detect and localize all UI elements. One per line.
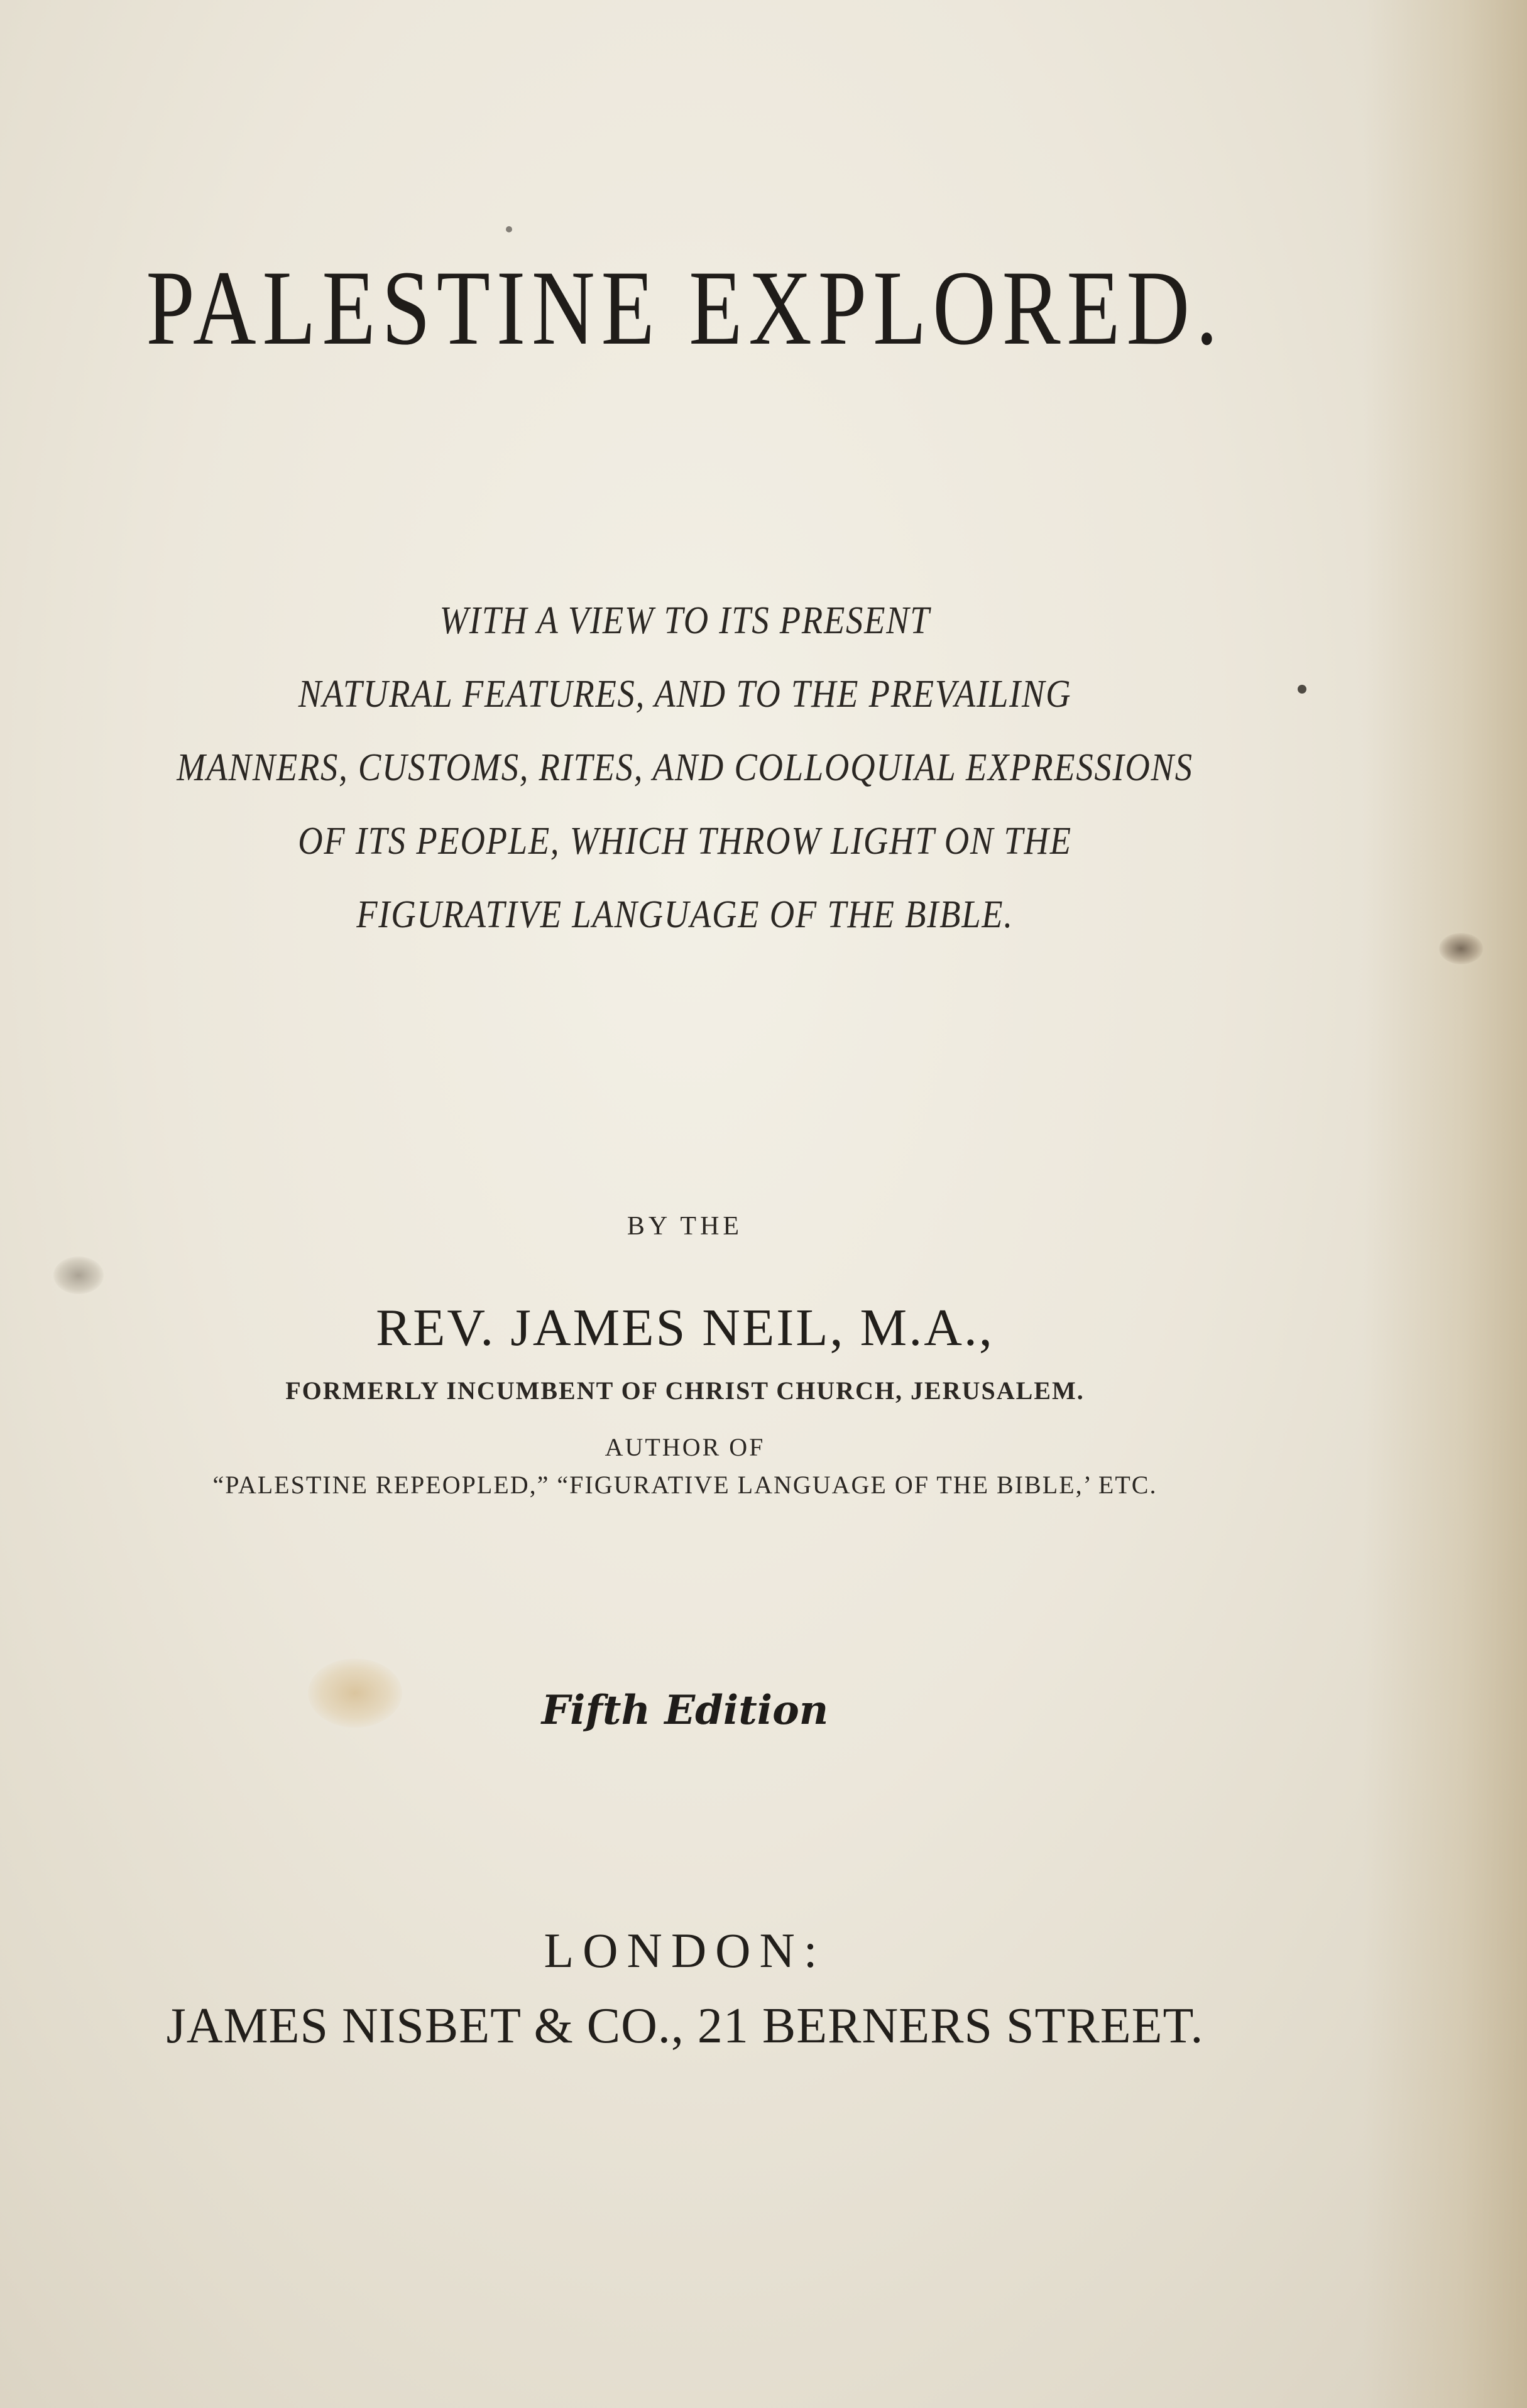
by-line: BY THE bbox=[627, 1212, 743, 1241]
book-subtitle bbox=[0, 584, 1370, 952]
ink-speck bbox=[506, 226, 512, 232]
foxing-stain bbox=[53, 1256, 104, 1294]
subtitle-line: OF ITS PEOPLE, WHICH THROW LIGHT ON THE bbox=[298, 820, 1072, 863]
foxing-stain bbox=[1439, 933, 1483, 964]
publisher: JAMES NISBET & CO., 21 BERNERS STREET. bbox=[166, 1998, 1204, 2054]
page-edge-aging bbox=[1364, 0, 1527, 2408]
author-name: REV. JAMES NEIL, M.A., bbox=[376, 1299, 994, 1357]
publication-place: LONDON: bbox=[544, 1923, 826, 1978]
author-position: FORMERLY INCUMBENT OF CHRIST CHURCH, JERUSALEM. bbox=[285, 1376, 1085, 1405]
subtitle-line: WITH A VIEW TO ITS PRESENT bbox=[439, 599, 931, 642]
book-title: PALESTINE EXPLORED. bbox=[146, 249, 1224, 367]
subtitle-line: NATURAL FEATURES, AND TO THE PREVAILING bbox=[298, 673, 1072, 716]
author-of-label: AUTHOR OF bbox=[605, 1433, 765, 1461]
subtitle-line: FIGURATIVE LANGUAGE OF THE BIBLE. bbox=[356, 893, 1014, 936]
edition-label: Fifth Edition bbox=[541, 1687, 829, 1734]
subtitle-line: MANNERS, CUSTOMS, RITES, AND COLLOQUIAL EXPRESSIONS bbox=[177, 746, 1193, 789]
other-works: “PALESTINE REPEOPLED,” “FIGURATIVE LANGUAGE OF THE BIBLE,’ ETC. bbox=[212, 1471, 1158, 1499]
